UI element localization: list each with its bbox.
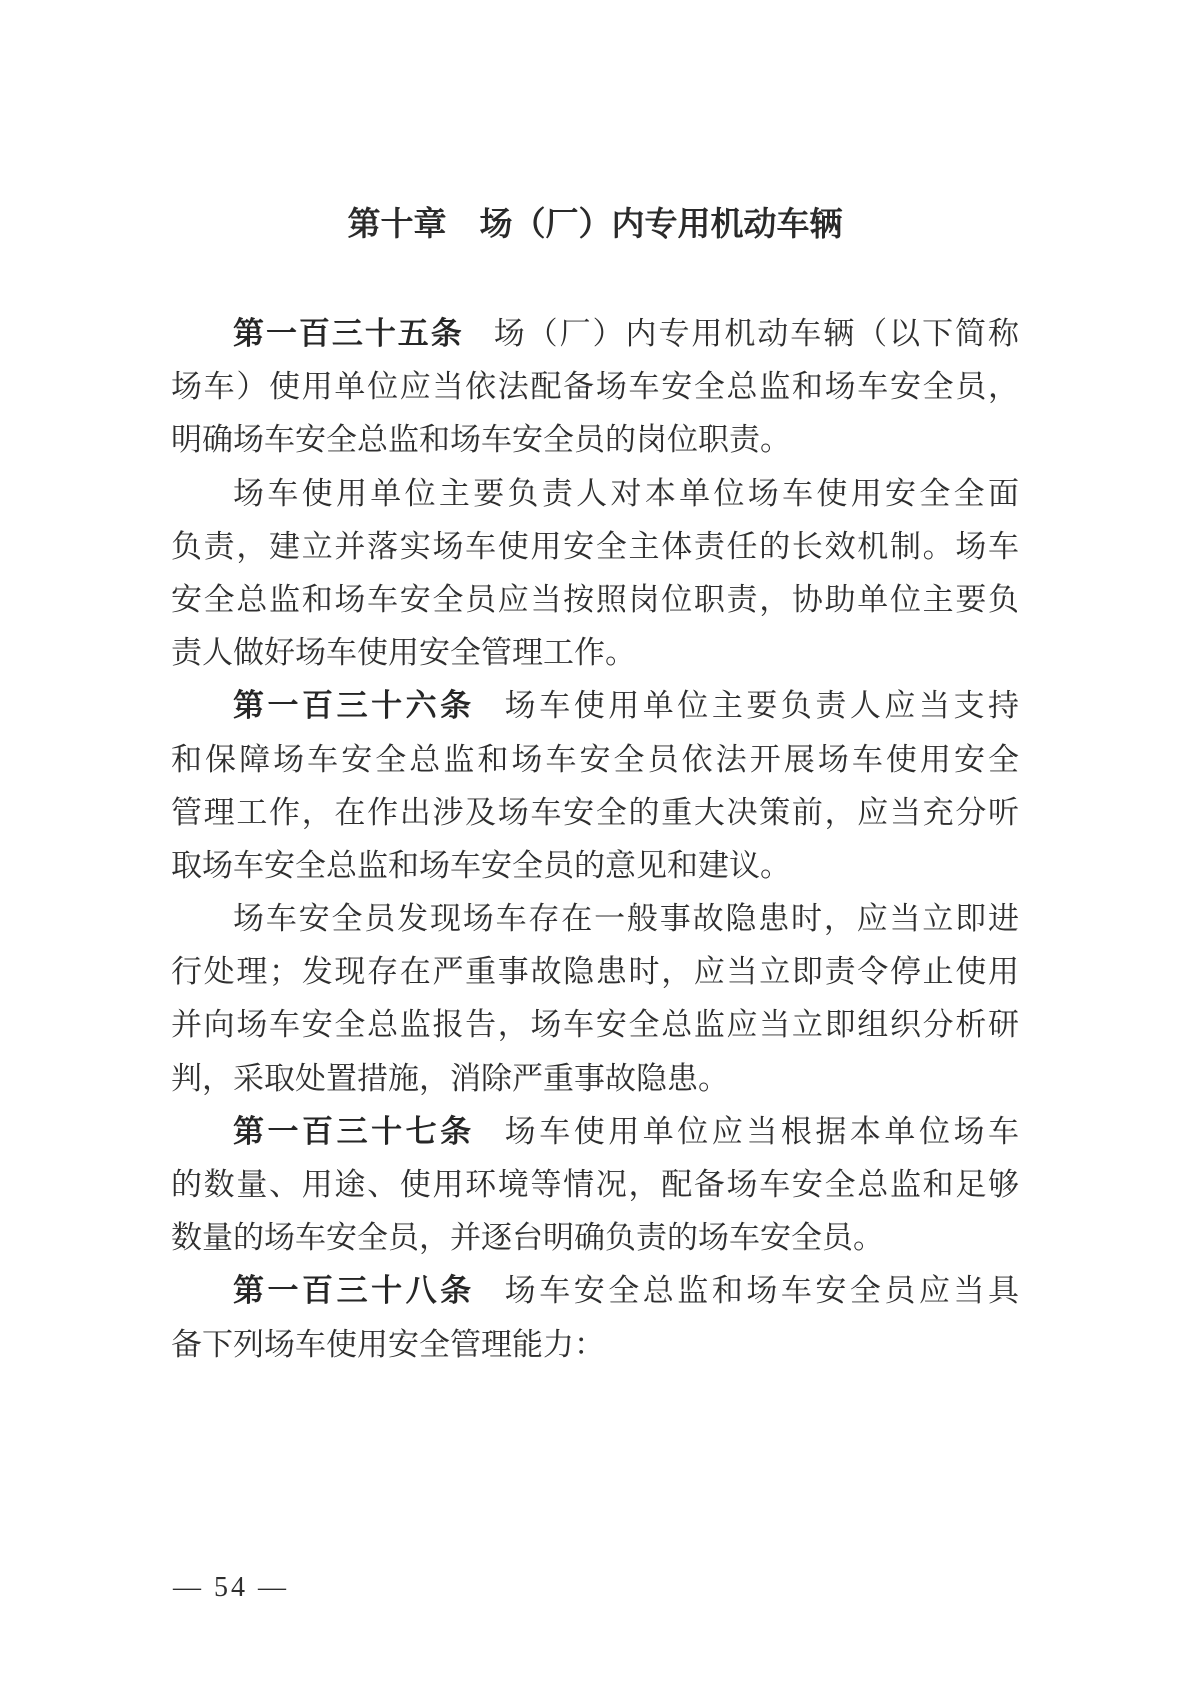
page-number: — 54 —	[173, 1572, 289, 1603]
text-line: 取场车安全总监和场车安全员的意见和建议。	[171, 847, 791, 883]
chapter-title: 第十章 场（厂）内专用机动车辆	[347, 205, 843, 242]
text-line: 的数量、用途、使用环境等情况，配备场车安全总监和足够	[171, 1167, 1019, 1202]
text-line: 安全总监和场车安全员应当按照岗位职责，协助单位主要负	[171, 581, 1019, 617]
text-line: 第一百三十五条 场（厂）内专用机动车辆（以下简称	[233, 316, 1019, 351]
article-number: 第一百三十六条	[233, 688, 475, 724]
text-line: 行处理；发现存在严重事故隐患时，应当立即责令停止使用	[171, 954, 1019, 990]
text-line: 负责，建立并落实场车使用安全主体责任的长效机制。场车	[171, 528, 1019, 564]
text-line: 并向场车安全总监报告，场车安全总监应当立即组织分析研	[171, 1007, 1019, 1043]
text-line: 管理工作，在作出涉及场车安全的重大决策前，应当充分听	[171, 794, 1019, 830]
text-line: 第一百三十七条 场车使用单位应当根据本单位场车	[233, 1113, 1019, 1149]
text-line: 判，采取处置措施，消除严重事故隐患。	[171, 1060, 729, 1096]
article-number: 第一百三十七条	[233, 1113, 475, 1149]
text-line: 备下列场车使用安全管理能力：	[171, 1326, 605, 1362]
page-footer	[173, 1568, 289, 1608]
text-line: 明确场车安全总监和场车安全员的岗位职责。	[171, 422, 791, 458]
document-body	[171, 307, 1019, 1371]
text-line: 责人做好场车使用安全管理工作。	[171, 635, 636, 671]
text-line: 第一百三十八条 场车安全总监和场车安全员应当具	[233, 1273, 1019, 1309]
text-line: 场车安全员发现场车存在一般事故隐患时，应当立即进	[233, 901, 1019, 937]
article-number: 第一百三十八条	[233, 1273, 475, 1309]
text-line: 数量的场车安全员，并逐台明确负责的场车安全员。	[171, 1220, 884, 1256]
text-line: 场车）使用单位应当依法配备场车安全总监和场车安全员，	[171, 369, 1019, 405]
text-line: 和保障场车安全总监和场车安全员依法开展场车使用安全	[171, 741, 1019, 777]
article-number: 第一百三十五条	[233, 316, 464, 351]
text-line: 第一百三十六条 场车使用单位主要负责人应当支持	[233, 688, 1019, 724]
text-line: 场车使用单位主要负责人对本单位场车使用安全全面	[233, 475, 1019, 511]
